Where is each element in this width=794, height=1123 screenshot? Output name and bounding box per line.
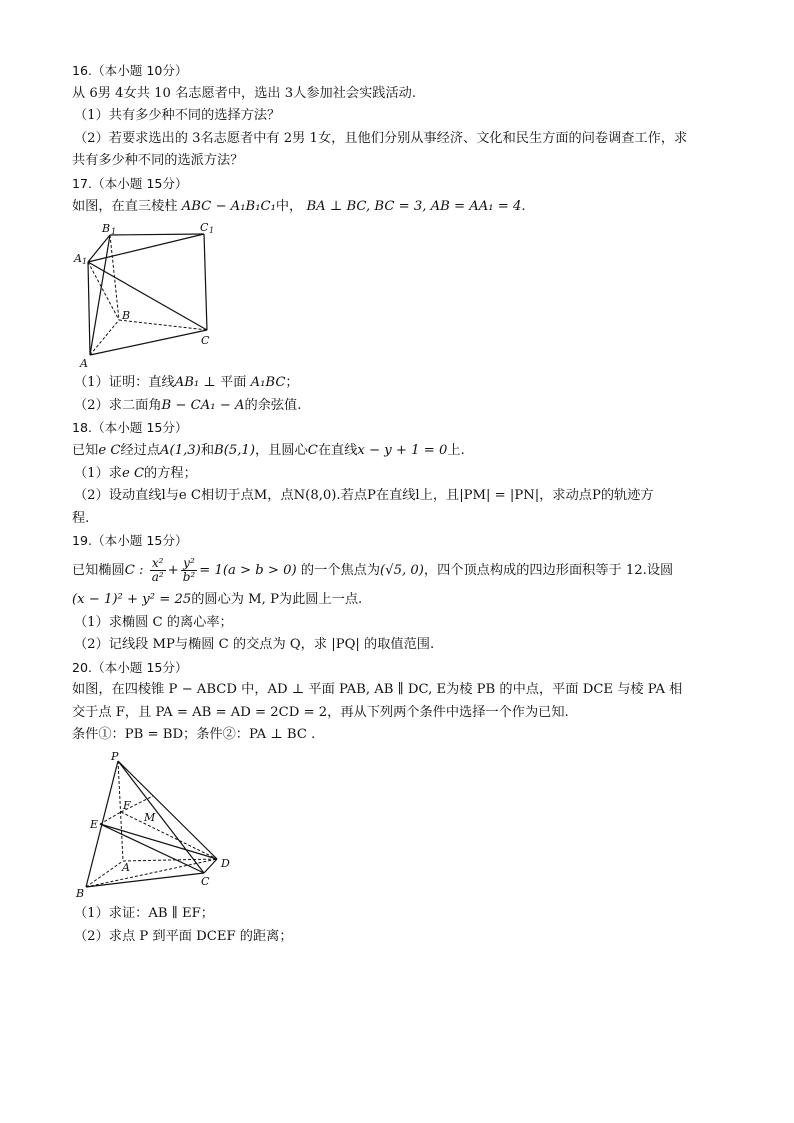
q20-stem-line1: 如图，在四棱锥 P − ABCD 中，AD ⊥ 平面 PAB, AB ∥ DC, E为棱 PB 的中点，平面 DCE 与棱 PA 相 bbox=[72, 682, 683, 698]
q19-circle-eq: (x − 1)² + y² = 25 bbox=[72, 591, 192, 607]
label-e: E bbox=[90, 818, 99, 832]
q20-stem-line2: 交于点 F，且 PA = AB = AD = 2CD = 2，再从下列两个条件中选择一个作为已知. bbox=[72, 704, 569, 720]
q18-stem-end: 上. bbox=[447, 442, 465, 458]
label-b: B bbox=[122, 309, 131, 323]
edge-a1a bbox=[88, 262, 90, 355]
q20-part2: （2）求点 P 到平面 DCEF 的距离； bbox=[74, 928, 293, 944]
q17-conditions: BA ⊥ BC, BC = 3, AB = AA₁ = 4 bbox=[306, 198, 522, 214]
q19-frac-x-num: x² bbox=[150, 557, 166, 571]
q17-part1 bbox=[72, 372, 722, 395]
q16-heading: 16.（本小题 10分） bbox=[72, 63, 188, 78]
label-d: D bbox=[221, 857, 230, 871]
q18-stem-mid3: 在直线 bbox=[317, 442, 358, 458]
q19-frac-y bbox=[181, 557, 198, 584]
q19-stem-end: ，四个顶点构成的四边形面积等于 12.设圆 bbox=[423, 562, 674, 578]
q17-stem-end: . bbox=[521, 198, 526, 214]
edge-c1c bbox=[204, 234, 207, 330]
label-b1: B bbox=[102, 222, 111, 236]
q19-plus: + bbox=[167, 562, 179, 578]
q18-circle: e C bbox=[98, 442, 121, 458]
q19-eq: = 1(a > b > 0) bbox=[199, 562, 297, 578]
q17-prism: ABC − A₁B₁C₁ bbox=[181, 198, 276, 214]
q17-p2-pre: （2）求二面角 bbox=[74, 397, 162, 413]
edge-ab1 bbox=[90, 235, 110, 355]
q18-stem-pre: 已知 bbox=[72, 442, 99, 458]
q19-heading: 19.（本小题 15分） bbox=[72, 533, 188, 549]
q17-p2-end: 的余弦值. bbox=[244, 397, 302, 413]
q18-p1-circle: e C bbox=[121, 465, 145, 481]
edge-bd bbox=[86, 859, 217, 887]
q18-point-a: A(1,3) bbox=[160, 442, 201, 458]
q18-stem-mid2: ，且圆心 bbox=[254, 442, 308, 458]
label-m: M bbox=[144, 811, 156, 825]
q20-part1: （1）求证：AB ∥ EF； bbox=[74, 906, 214, 922]
q18-p1-end: 的方程； bbox=[144, 465, 197, 481]
edge-bc bbox=[119, 320, 207, 330]
edge-b1b bbox=[110, 235, 119, 320]
q20-pyramid-figure bbox=[72, 751, 242, 901]
q17-p1-pre: （1）证明：直线 bbox=[74, 375, 175, 391]
q19-stem-pre: 已知椭圆 bbox=[72, 562, 125, 578]
q20-heading: 20.（本小题 15分） bbox=[72, 659, 188, 675]
q19-circle-line bbox=[72, 589, 722, 612]
q17-p1-end: ； bbox=[285, 375, 299, 391]
label-f: F bbox=[123, 799, 131, 813]
edge-a1c bbox=[88, 262, 207, 330]
label-b1-sub: 1 bbox=[111, 227, 117, 237]
q17-part2 bbox=[72, 395, 722, 418]
label-a1: A bbox=[74, 252, 82, 266]
q17-stem bbox=[72, 196, 722, 219]
label-a: A bbox=[122, 861, 130, 875]
q17-p2-angle: B − CA₁ − A bbox=[161, 397, 245, 413]
q17-stem-pre: 如图，在直三棱柱 bbox=[72, 198, 178, 214]
label-a: A bbox=[80, 357, 88, 371]
q17-p1-plane: A₁BC bbox=[250, 375, 286, 391]
label-a1-sub: 1 bbox=[82, 257, 88, 267]
q19-stem bbox=[72, 553, 722, 589]
label-c: C bbox=[201, 875, 210, 889]
q16-part1: （1）共有多少种不同的选择方法？ bbox=[74, 108, 281, 124]
q20-conditions: 条件①：PB = BD；条件②：PA ⊥ BC . bbox=[72, 727, 316, 743]
q18-part1 bbox=[72, 463, 722, 486]
q19-frac-y-num: y² bbox=[181, 557, 198, 571]
q16-stem: 从 6男 4女共 10 名志愿者中，选出 3人参加社会实践活动. bbox=[72, 85, 417, 101]
q17-prism-figure bbox=[72, 222, 232, 370]
q19-frac-x bbox=[150, 557, 166, 584]
edge-a1c1 bbox=[88, 234, 204, 262]
label-p: P bbox=[111, 751, 119, 764]
q17-p1-mid: ⊥ 平面 bbox=[199, 375, 251, 391]
q17-stem-mid: 中， bbox=[275, 198, 303, 214]
q19-part1: （1）求椭圆 C 的离心率； bbox=[74, 614, 233, 630]
exam-page bbox=[72, 60, 722, 948]
q16-part2-line2: 共有多少种不同的选派方法？ bbox=[72, 153, 244, 169]
label-c1-sub: 1 bbox=[209, 226, 215, 236]
q18-part2-line2: 程. bbox=[72, 510, 90, 526]
label-c1: C bbox=[200, 222, 209, 235]
q17-p1-line: AB₁ bbox=[174, 375, 200, 391]
q18-part2-line1: （2）设动直线l与e C相切于点M，点N(8,0).若点P在直线l上，且|PM| = |PN|，求动点P的轨迹方 bbox=[74, 488, 654, 504]
q18-stem-and: 和 bbox=[200, 442, 215, 458]
q18-line-eq: x − y + 1 = 0 bbox=[357, 442, 448, 458]
edge-b1c1 bbox=[110, 234, 204, 235]
q18-heading: 18.（本小题 15分） bbox=[72, 420, 188, 436]
q17-heading: 17.（本小题 15分） bbox=[72, 175, 188, 191]
q18-p1-pre: （1）求 bbox=[74, 465, 122, 481]
q19-ellipse-name: C : bbox=[124, 562, 144, 578]
q19-stem-mid: 的一个焦点为 bbox=[300, 562, 381, 578]
q16-part2-line1: （2）若要求选出的 3名志愿者中有 2男 1女，且他们分别从事经济、文化和民生方面的问卷调查工作，求 bbox=[74, 130, 688, 146]
label-b: B bbox=[76, 887, 85, 901]
label-c: C bbox=[201, 334, 210, 348]
q19-frac-x-den: a² bbox=[151, 569, 164, 584]
edge-fd bbox=[121, 812, 217, 859]
q19-frac-y-den: b² bbox=[182, 569, 196, 584]
q18-stem-mid1: 经过点 bbox=[120, 442, 161, 458]
q19-focus: (√5, 0) bbox=[380, 562, 424, 578]
q19-part2: （2）记线段 MP与椭圆 C 的交点为 Q，求 |PQ| 的取值范围. bbox=[74, 637, 435, 653]
q18-stem bbox=[72, 440, 722, 463]
q18-point-b: B(5,1) bbox=[214, 442, 255, 458]
edge-ad bbox=[123, 859, 217, 861]
q18-center: C bbox=[307, 442, 318, 458]
q19-circle-end: 的圆心为 M, P为此圆上一点. bbox=[191, 591, 363, 607]
